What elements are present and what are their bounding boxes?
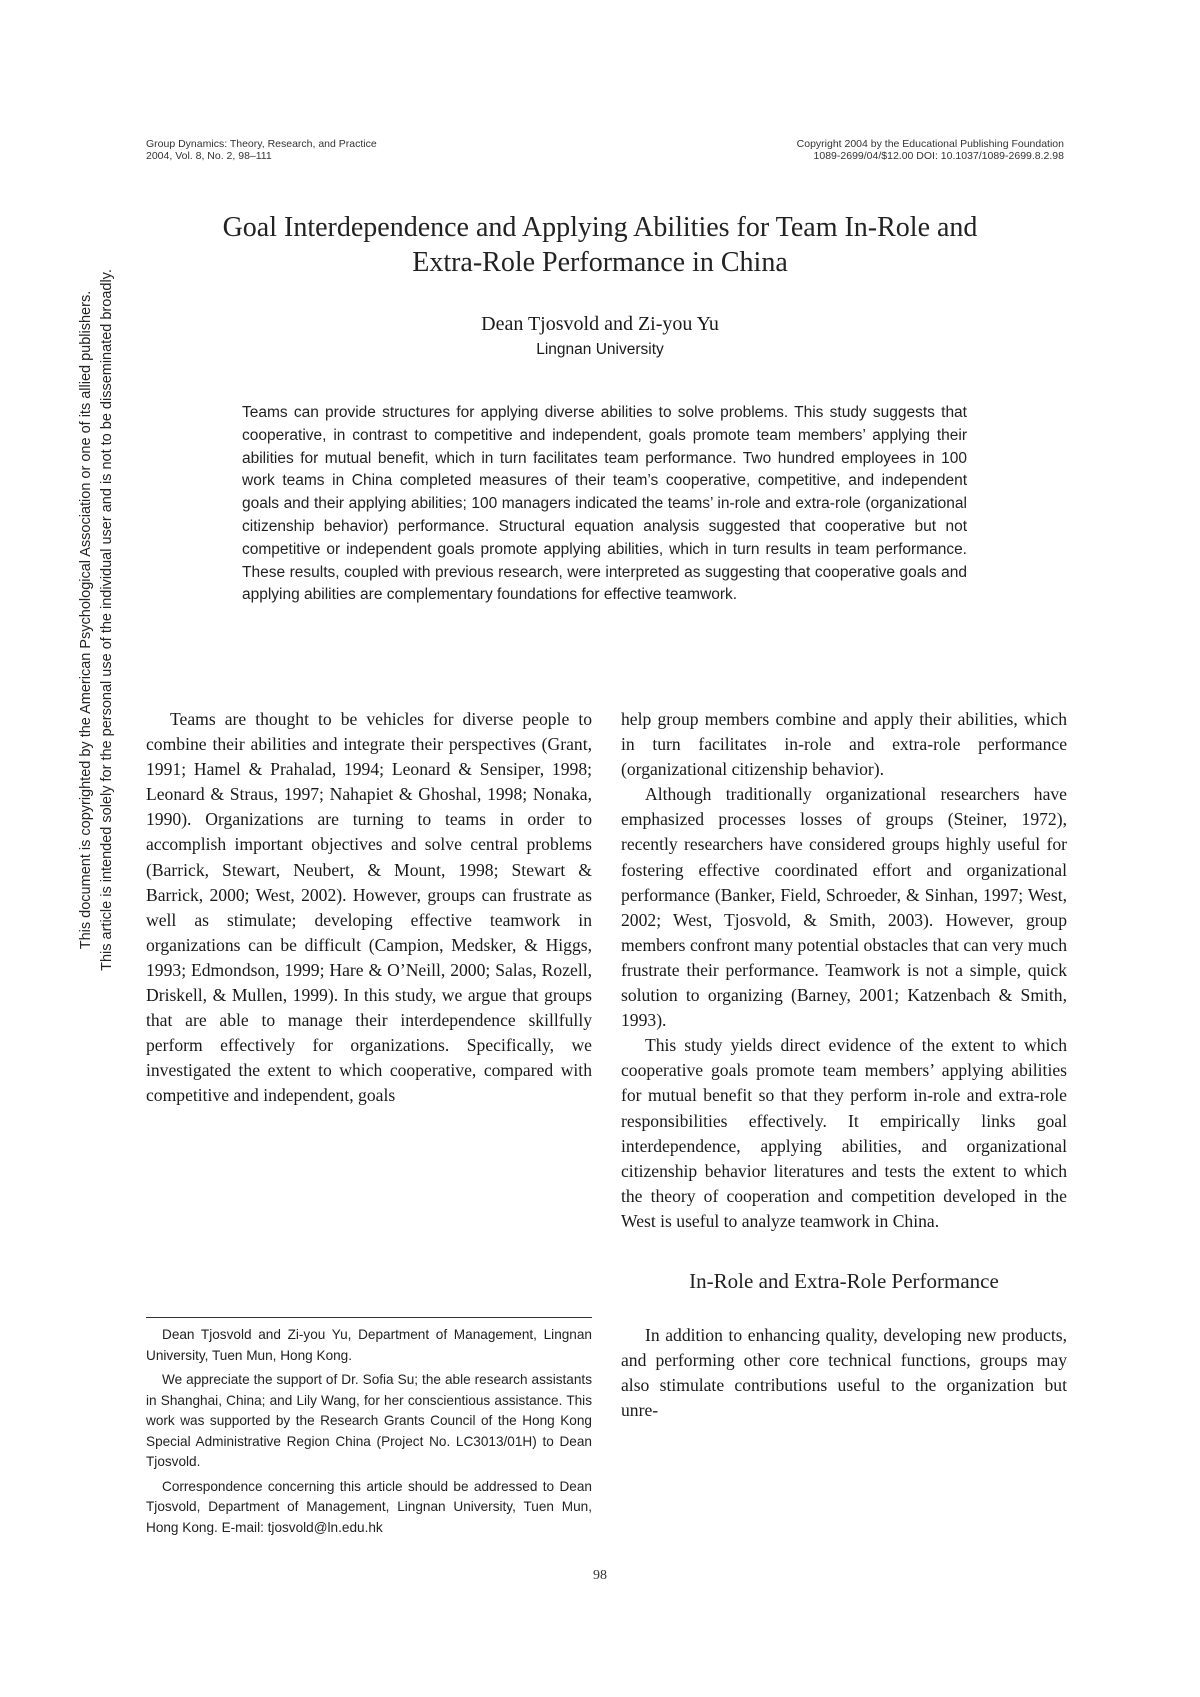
copyright-side-notice xyxy=(76,130,132,1110)
title-line-1: Goal Interdependence and Applying Abilities for Team In-Role and xyxy=(222,212,978,243)
intro-paragraph-3: This study yields direct evidence of the extent to which cooperative goals promote team members’ applying abilities for mutual benefit so that they perform in-role and extra-role responsibilities effectively. It empirically links goal interdependence, applying abilities, and organizational citizenship behavior literatures and tests the extent to which the theory of cooperation and competition developed in the West is useful to analyze teamwork in China. xyxy=(621,1035,1067,1231)
right-column xyxy=(621,707,1067,1423)
footnotes xyxy=(146,1325,592,1542)
affiliation: Lingnan University xyxy=(536,341,664,358)
journal-info xyxy=(146,138,377,162)
footnote-divider xyxy=(146,1317,592,1318)
side-notice-line-2: This article is intended solely for the personal use of the individual user and is not to be disseminated broadly. xyxy=(99,269,115,971)
authors: Dean Tjosvold and Zi-you Yu xyxy=(481,313,719,335)
footnote-correspondence: Correspondence concerning this article should be addressed to Dean Tjosvold, Department of Management, Lingnan University, Tuen Mun, Hong Kong. E-mail: tjosvold@ln.edu.hk xyxy=(146,1478,592,1535)
abstract: Teams can provide structures for applying diverse abilities to solve problems. This study suggests that cooperative, in contrast to competitive and independent, goals promote team members’ applying their abilities for mutual benefit, which in turn facilitates team performance. Two hundred employees in 100 work teams in China completed measures of their team’s cooperative, competitive, and independent goals and their applying abilities; 100 managers indicated the teams’ in-role and extra-role (organizational citizenship behavior) performance. Structural equation analysis suggested that cooperative but not competitive or independent goals promote applying abilities, which in turn results in team performance. These results, coupled with previous research, were interpreted as suggesting that cooperative goals and applying abilities are complementary foundations for effective teamwork. xyxy=(242,404,967,604)
copyright-line: Copyright 2004 by the Educational Publishing Foundation xyxy=(796,138,1064,150)
article-title xyxy=(100,210,1100,280)
left-column xyxy=(146,707,592,1109)
section-paragraph-1: In addition to enhancing quality, developing new products, and performing other core technical functions, groups may also stimulate contributions useful to the organization but unre- xyxy=(621,1324,1067,1421)
doi-line: 1089-2699/04/$12.00 DOI: 10.1037/1089-2699.8.2.98 xyxy=(813,150,1064,162)
copyright-info xyxy=(797,138,1064,162)
journal-volume: 2004, Vol. 8, No. 2, 98–111 xyxy=(146,150,272,162)
footnote-acknowledgment: We appreciate the support of Dr. Sofia Su; the able research assistants in Shanghai, China; and Lily Wang, for her conscientious assistance. This work was supported by the Research Grants Council of the Hong Kong Special Administrative Region China (Project No. LC3013/01H) to Dean Tjosvold. xyxy=(146,1372,592,1469)
section-heading: In-Role and Extra-Role Performance xyxy=(689,1268,999,1293)
intro-paragraph-1-continued: help group members combine and apply their abilities, which in turn facilitates in-role and extra-role performance (organizational citizenship behavior). xyxy=(621,709,1067,780)
page-number: 98 xyxy=(593,1568,607,1583)
footnote-author-affiliation: Dean Tjosvold and Zi-you Yu, Department of Management, Lingnan University, Tuen Mun, Hong Kong. xyxy=(146,1327,592,1363)
intro-paragraph-1: Teams are thought to be vehicles for diverse people to combine their abilities and integrate their perspectives (Grant, 1991; Hamel & Prahalad, 1994; Leonard & Sensiper, 1998; Leonard & Straus, 1997; Nahapiet & Ghoshal, 1998; Nonaka, 1990). Organizations are turning to teams in order to accomplish important objectives and solve central problems (Barrick, Stewart, Neubert, & Mount, 1998; Stewart & Barrick, 2000; West, 2002). However, groups can frustrate as well as stimulate; developing effective teamwork in organizations can be difficult (Campion, Medsker, & Higgs, 1993; Edmondson, 1999; Hare & O’Neill, 2000; Salas, Rozell, Driskell, & Mullen, 1999). In this study, we argue that groups that are able to manage their interdependence skillfully perform effectively for organizations. Specifically, we investigated the extent to which cooperative, compared with competitive and independent, goals xyxy=(146,709,592,1106)
journal-name: Group Dynamics: Theory, Research, and Practice xyxy=(146,138,377,150)
title-line-2: Extra-Role Performance in China xyxy=(412,247,788,278)
intro-paragraph-2: Although traditionally organizational researchers have emphasized processes losses of groups (Steiner, 1972), recently researchers have considered groups highly useful for fostering effective coordinated effort and organizational performance (Banker, Field, Schroeder, & Sinhan, 1997; West, 2002; West, Tjosvold, & Smith, 2003). However, group members confront many potential obstacles that can very much frustrate their performance. Teamwork is not a simple, quick solution to organizing (Barney, 2001; Katzenbach & Smith, 1993). xyxy=(621,784,1067,1031)
side-notice-line-1: This document is copyrighted by the American Psychological Association or one of its allied publishers. xyxy=(78,290,94,950)
